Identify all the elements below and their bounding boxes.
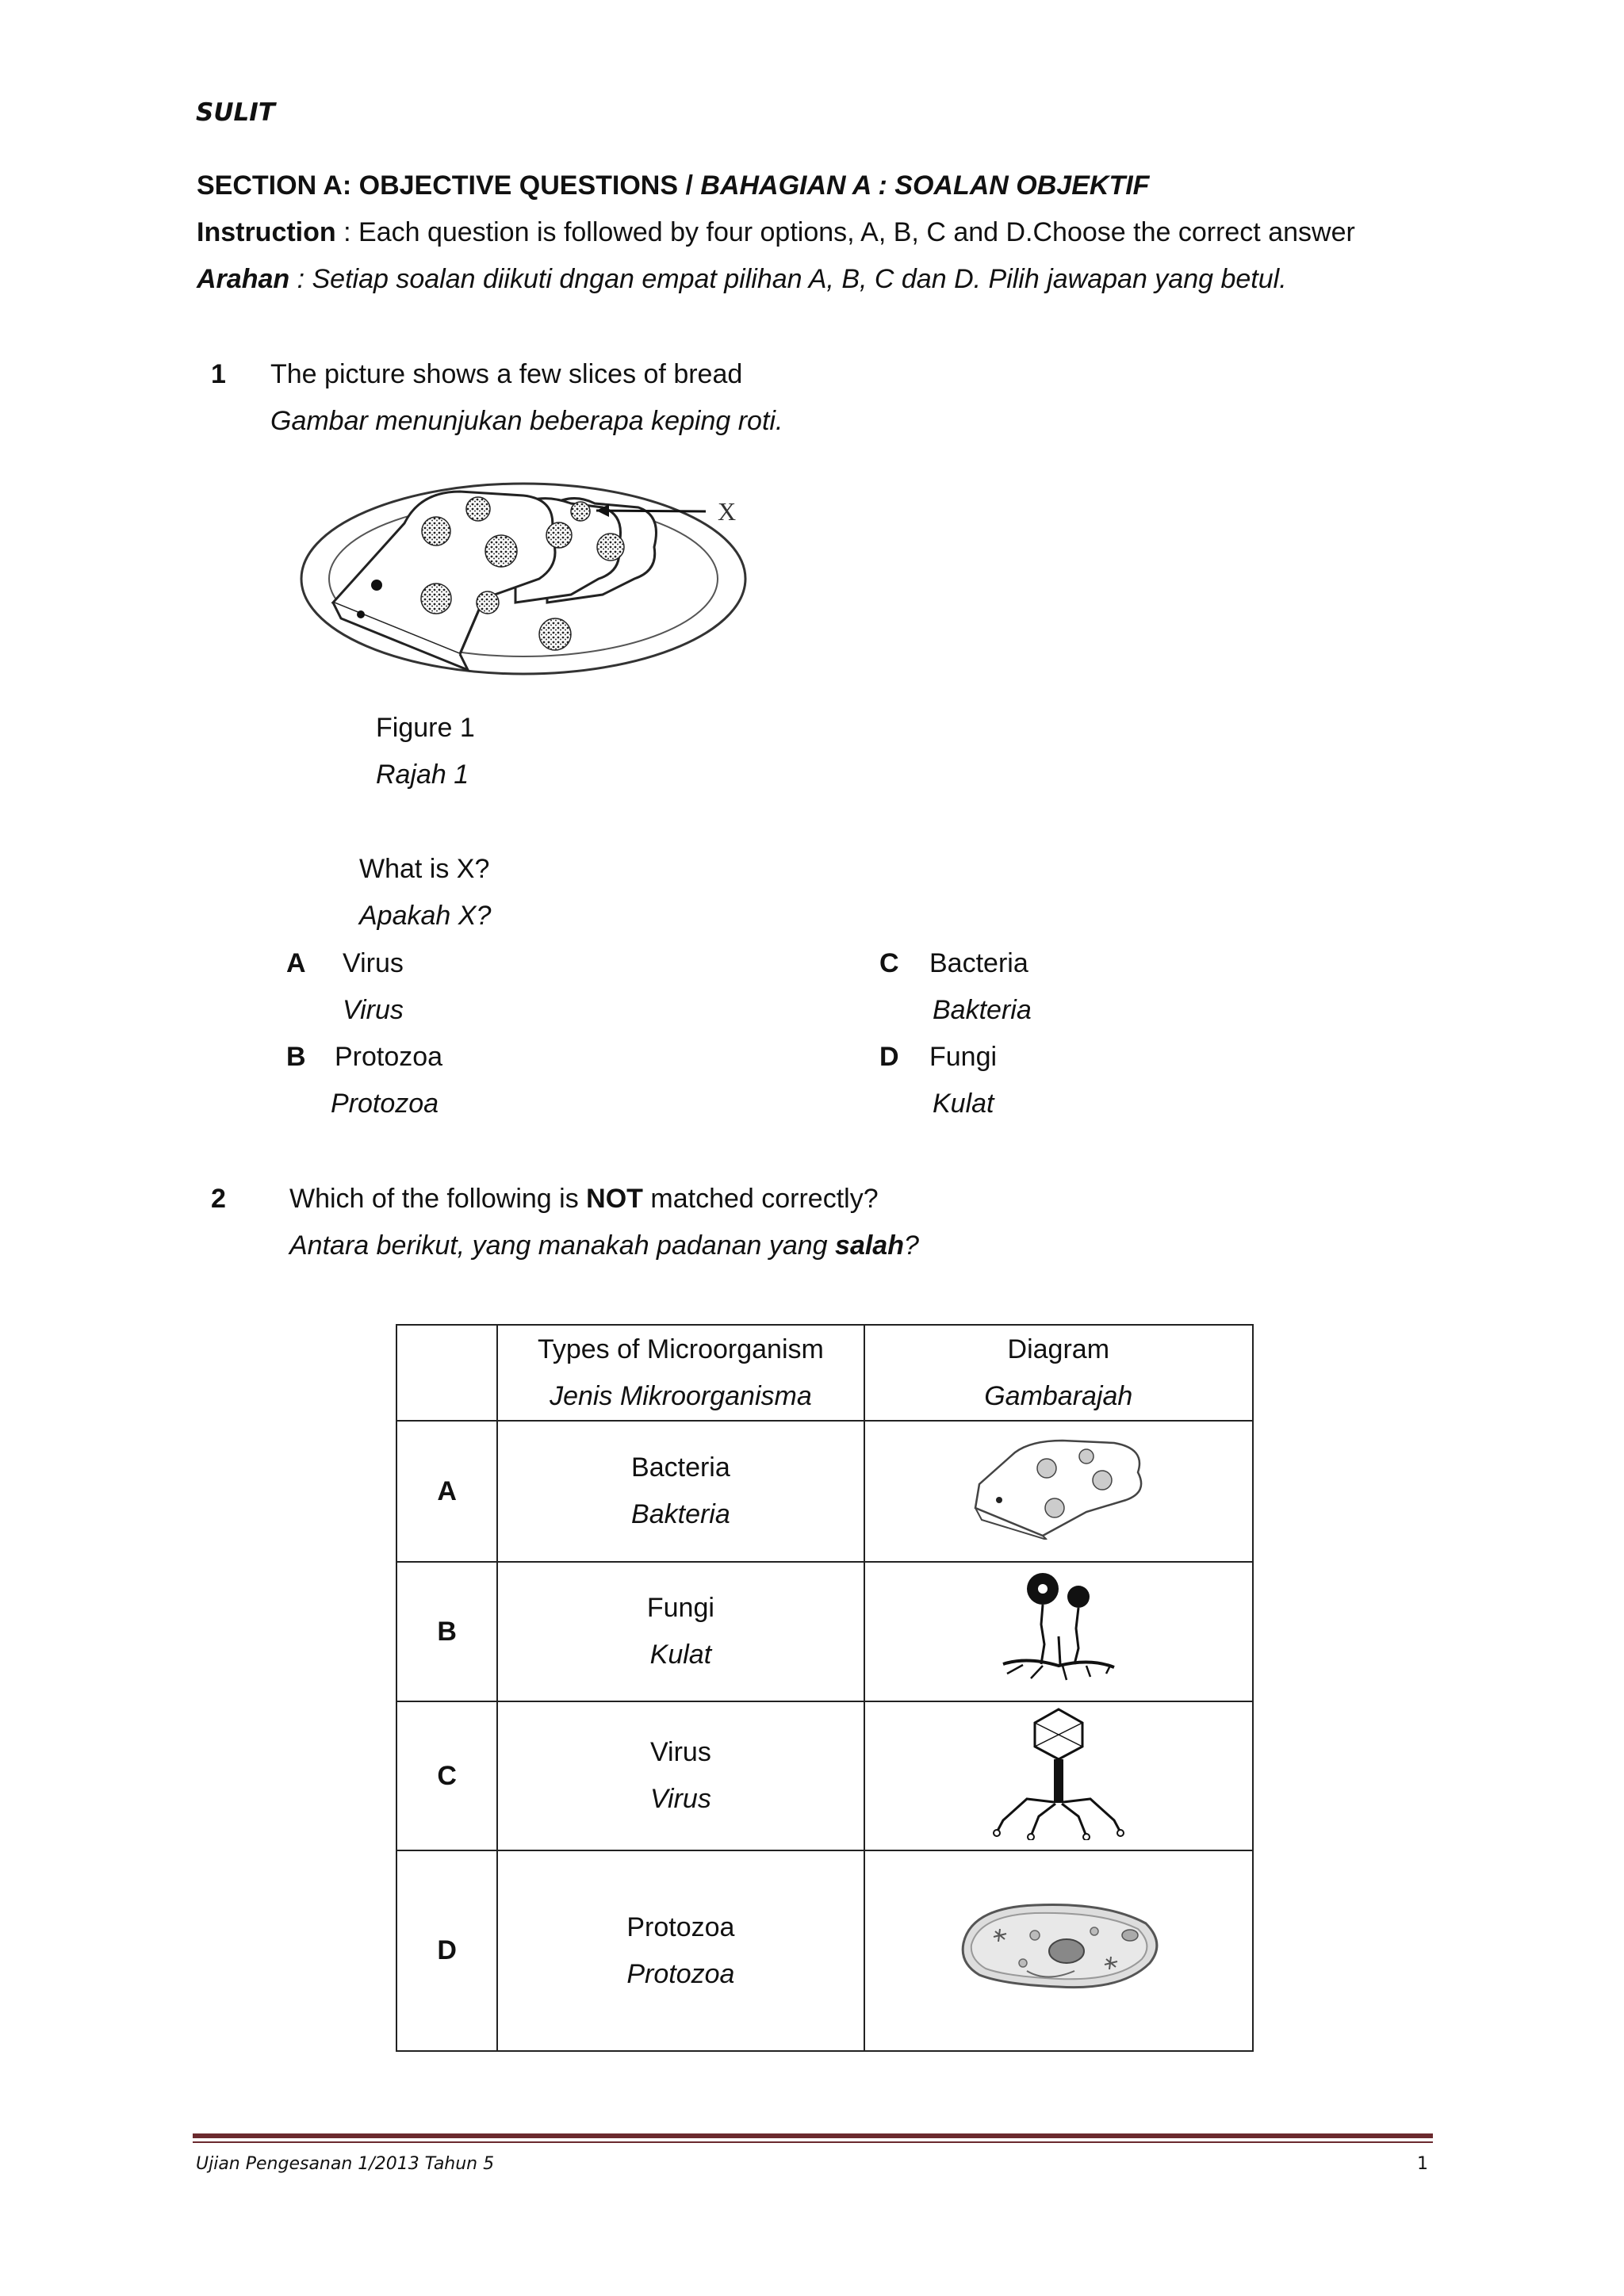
q2-text-ms-bold: salah xyxy=(835,1230,904,1261)
table-row-d-ms: Protozoa xyxy=(626,1958,735,1989)
q1-option-c-ms: Bakteria xyxy=(933,995,1032,1025)
q2-text-ms-pre: Antara berikut, yang manakah padanan yang xyxy=(289,1230,836,1261)
footer-text: Ujian Pengesanan 1/2013 Tahun 5 xyxy=(196,2154,495,2174)
q1-option-d-ms: Kulat xyxy=(933,1089,994,1119)
q1-option-a-en[interactable]: Virus xyxy=(343,948,404,978)
section-title-en: SECTION A: OBJECTIVE QUESTIONS / xyxy=(197,170,693,201)
table-header-row xyxy=(396,1325,1253,1421)
q1-option-a-ms: Virus xyxy=(343,995,404,1025)
instruction-text: : Each question is followed by four options, A, B, C and D.Choose the correct answer xyxy=(335,217,1355,247)
table-header-diagram-en: Diagram xyxy=(1007,1334,1110,1364)
arahan-label: Arahan xyxy=(197,264,290,294)
table-row[interactable] xyxy=(396,1850,1253,2051)
figure-caption-ms: Rajah 1 xyxy=(376,760,469,790)
table-row-b-diagram xyxy=(864,1562,1253,1701)
q2-text-en-pre: Which of the following is xyxy=(289,1184,587,1214)
figure-caption-en: Figure 1 xyxy=(376,713,475,743)
table-row-a-letter[interactable]: A xyxy=(396,1421,497,1562)
table-row-b-letter[interactable]: B xyxy=(396,1562,497,1701)
table-row-c-diagram xyxy=(864,1701,1253,1850)
table-row-a-ms: Bakteria xyxy=(631,1499,730,1529)
q2-text-en-bold: NOT xyxy=(586,1184,643,1214)
q1-option-b-ms: Protozoa xyxy=(331,1089,439,1119)
table-header-diagram xyxy=(864,1325,1253,1421)
table-row-c-ms: Virus xyxy=(649,1784,711,1814)
table-header-type-ms: Jenis Mikroorganisma xyxy=(550,1380,812,1411)
table-row[interactable] xyxy=(396,1562,1253,1701)
table-row-b-type xyxy=(497,1562,864,1701)
q1-option-d-en[interactable]: Fungi xyxy=(929,1042,998,1072)
figure-label-x: X xyxy=(718,497,737,526)
arahan-text: : Setiap soalan diikuti dngan empat pilihan A, B, C dan D. Pilih jawapan yang betul. xyxy=(289,264,1287,294)
q1-text-en: The picture shows a few slices of bread xyxy=(270,359,743,389)
instruction-line xyxy=(197,216,1355,248)
table-row[interactable] xyxy=(396,1421,1253,1562)
paramecium-icon xyxy=(948,1896,1170,1999)
q1-option-c-letter[interactable]: C xyxy=(879,948,899,978)
table-row-d-diagram xyxy=(864,1850,1253,2051)
table-row-c-type xyxy=(497,1701,864,1850)
q2-number: 2 xyxy=(211,1184,226,1214)
section-title xyxy=(197,170,1149,201)
q2-text-en xyxy=(289,1183,879,1215)
table-header-type xyxy=(497,1325,864,1421)
q1-option-b-letter[interactable]: B xyxy=(286,1042,306,1072)
table-row-d-en: Protozoa xyxy=(626,1911,735,1942)
q1-text-ms: Gambar menunjukan beberapa keping roti. xyxy=(270,406,783,436)
q1-option-a-letter[interactable]: A xyxy=(286,948,306,978)
q1-ask-ms: Apakah X? xyxy=(359,901,492,931)
table-row-a-type xyxy=(497,1421,864,1562)
matching-table xyxy=(396,1324,1254,2052)
footer-page-number: 1 xyxy=(1417,2154,1428,2174)
q2-text-ms-post: ? xyxy=(904,1230,919,1261)
table-header-empty xyxy=(396,1325,497,1421)
table-row[interactable] xyxy=(396,1701,1253,1850)
arahan-line xyxy=(197,263,1287,295)
table-row-b-en: Fungi xyxy=(646,1593,714,1623)
q1-option-d-letter[interactable]: D xyxy=(879,1042,899,1072)
section-title-ms: BAHAGIAN A : SOALAN OBJEKTIF xyxy=(700,170,1150,201)
q1-ask-en: What is X? xyxy=(359,854,490,884)
footer-rule-thin xyxy=(193,2141,1433,2143)
q2-text-ms xyxy=(289,1230,919,1261)
q1-option-c-en[interactable]: Bacteria xyxy=(929,948,1028,978)
table-row-d-letter[interactable]: D xyxy=(396,1850,497,2051)
q2-text-en-post: matched correctly? xyxy=(642,1184,879,1214)
table-row-a-diagram xyxy=(864,1421,1253,1562)
header-sulit: SULIT xyxy=(196,98,275,127)
table-header-diagram-ms: Gambarajah xyxy=(984,1380,1133,1411)
table-row-c-letter[interactable]: C xyxy=(396,1701,497,1850)
moldy-bread-icon xyxy=(967,1437,1150,1540)
bacteriophage-icon xyxy=(987,1705,1130,1840)
q1-number: 1 xyxy=(211,359,226,389)
mold-sporangia-icon xyxy=(995,1569,1122,1688)
table-header-type-en: Types of Microorganism xyxy=(537,1334,824,1364)
table-row-c-en: Virus xyxy=(649,1737,711,1767)
instruction-label: Instruction xyxy=(197,217,336,247)
table-row-b-ms: Kulat xyxy=(649,1640,712,1670)
table-row-a-en: Bacteria xyxy=(631,1452,730,1483)
table-row-d-type xyxy=(497,1850,864,2051)
footer-rule-thick xyxy=(193,2133,1433,2138)
bread-plate-figure xyxy=(285,460,761,698)
q1-option-b-en[interactable]: Protozoa xyxy=(335,1042,443,1072)
